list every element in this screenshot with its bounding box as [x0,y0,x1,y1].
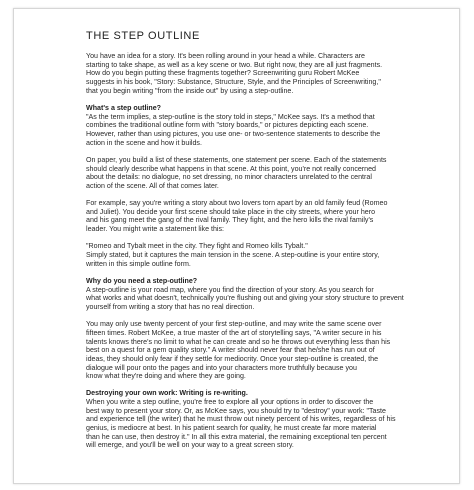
text-line: and Juliet). You decide your first scene should take place in the city streets, where your hero [86,207,376,216]
document-body [86,52,426,459]
text-line: should clearly describe what happens in that scene. At this point, you're not really concerned [86,164,377,173]
paragraph [86,286,426,312]
text-line: than he can use, then destroy it." In all this extra material, the remaining exceptional ten percent [86,432,387,441]
text-line: will emerge, and you'll be well on your way to a great screen story. [86,441,294,450]
text-line: You have an idea for a story. It's been rolling around in your head a while. Characters are [86,52,365,60]
section-heading: What's a step outline? [86,103,161,112]
text-line: ideas, they should only fear if they settle for mediocrity. Once your step-outline is created, the [86,354,379,363]
paragraph [86,398,426,450]
text-line: When you write a step outline, you're free to explore all your options in order to discover the [86,398,374,407]
section-heading: Destroying your own work: Writing is re-writing. [86,389,248,398]
text-line: A step-outline is your road map, where you find the direction of your story. As you search for [86,285,374,294]
text-line: know what they're doing and where they are going. [86,372,246,381]
text-line: about the details: no dialogue, no set dressing, no minor characters unrelated to the central [86,173,372,182]
text-line: and his gang meet the gang of the rival family. They fight, and the hero kills the rival family's [86,216,374,225]
document-title: THE STEP OUTLINE [86,30,200,42]
text-line: action in the scene and how it builds. [86,138,202,147]
text-line: talents knows there's no limit to what he can create and so he throws out everything less than his [86,337,391,346]
text-line: written in this simple outline form. [86,259,191,268]
text-line: For example, say you're writing a story about two lovers torn apart by an old family feud (Romeo [86,199,388,208]
text-line: fifteen times. Robert McKee, a true master of the art of storytelling says, "A writer secure in his [86,328,382,337]
text-line: suggests in his book, "Story: Substance, Structure, Style, and the Principles of Screenwriting," [86,77,381,86]
text-line: "Romeo and Tybalt meet in the city. They fight and Romeo kills Tybalt." [86,242,308,251]
text-line: leader. You might write a statement like this: [86,225,225,234]
text-line: best on a quest for a gem quality story." A writer should never fear that he/she has run out of [86,346,375,355]
intro-paragraph [86,52,426,95]
text-line: and experience tell (the writer) that he must throw out ninety percent of his writes, regardless of his [86,415,396,424]
paragraph [86,199,426,234]
paragraph [86,242,426,268]
text-line: action of the scene. All of that comes later. [86,181,219,190]
text-line: yourself from writing a story that has no real direction. [86,302,255,311]
text-line: starting to take shape, as well as a key scene or two. But right now, they are all just fragments. [86,60,383,69]
text-line: However, rather than using pictures, you use one- or two-sentence statements to describe the [86,129,381,138]
text-line: best way to present your story. Or, as McKee says, you should try to "destroy" your work: "Taste [86,406,386,415]
paragraph [86,156,426,191]
text-line: genius, is mediocre at best. In his patient search for quality, he must create far more material [86,424,377,433]
paragraph [86,113,426,148]
text-line: Simply stated, but it captures the main tension in the scene. A step-outline is your entire story, [86,251,380,260]
text-line: How do you begin putting these fragments together? Screenwriting guru Robert McKee [86,69,360,78]
text-line: You may only use twenty percent of your first step-outline, and may write the same scene over [86,320,382,329]
text-line: On paper, you build a list of these statements, one statement per scene. Each of the statements [86,155,387,164]
text-line: "As the term implies, a step-outline is the story told in steps," McKee says. It's a method that [86,112,375,121]
text-line: dialogue will pour onto the pages and into your characters more truthfully because you [86,363,357,372]
text-line: combines the traditional outline form with "story boards," or pictures depicting each scene. [86,121,369,130]
text-line: that you begin writing "from the inside out" by using a step-outline. [86,86,294,95]
paragraph [86,320,426,381]
text-line: what works and what doesn't, technically you're flushing out and giving your story structure to prevent [86,294,404,303]
section-heading: Why do you need a step-outline? [86,276,198,285]
